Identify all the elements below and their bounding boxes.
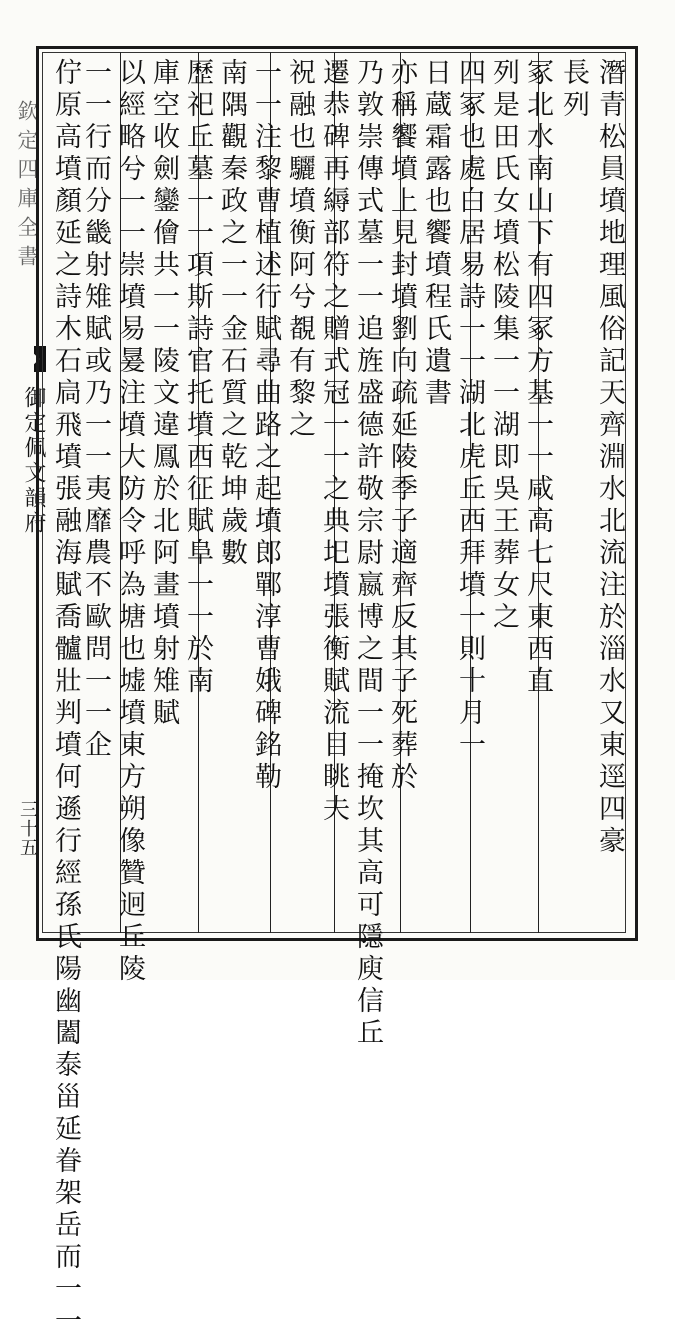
- text-column: 一一注黎曹植述行賦尋曲路之起墳郎鄲淳曹娥碑銘勒: [250, 58, 281, 794]
- text-column: 遷恭碑再縟部符之贈式冠一一之典圯墳張衡賦流目眺夫: [318, 58, 349, 826]
- book-title: 御定佩文韻府: [21, 386, 46, 536]
- text-column: 南隅觀秦政之一一金石質之乾坤歲數: [216, 58, 247, 570]
- text-column: 日蔵霜露也饗墳程氏遺書: [420, 58, 451, 410]
- text-column: 歷祀丘墓一一項斯詩官托墳西征賦阜一一於南: [182, 58, 213, 698]
- text-column: 四冢也處白居易詩一一湖北虎丘西拜墳一則十月一: [454, 58, 485, 762]
- text-column: 一一行而分畿射雉賦或乃一一夷靡農不歐問一一企: [80, 58, 111, 762]
- text-column: 潛青松員墳地理風俗記天齊淵水北流注於淄水又東逕四豪: [594, 58, 625, 858]
- text-column: 列是田氏女墳松陵集一一湖即吳王葬女之: [488, 58, 519, 634]
- text-column: 乃敦崇傳式墓一一追旌盛德許敬宗尉嬴博之間一一掩坎其高可隱庾信丘: [352, 58, 383, 1050]
- text-column: 佇原高墳顏延之詩木石扃飛墳張融海賦喬髗壯判墳何遜行經孫氏陽幽闔泰甾延眷架岳而一一: [50, 58, 81, 1338]
- page-number: 三十五: [17, 800, 38, 857]
- book-spine: [4, 40, 46, 945]
- spine-edge-text: 欽定四庫全書: [15, 100, 39, 274]
- text-column: 亦稱饗墳上見封墳劉向疏延陵季子適齊反其子死葬於: [386, 58, 417, 794]
- text-column: 庫空收劍鑾儈共一一陵文違鳳於北阿畫墳射雉賦: [148, 58, 179, 730]
- text-column: 長列: [558, 58, 589, 122]
- text-column: 以經略兮一一崇墳易㬊注墳大防令呼為塘也墟墳東方朔像贊迥丘陵: [114, 58, 145, 986]
- text-column: 祝融也驪墳衡阿兮覩有黎之: [284, 58, 315, 442]
- text-column: 冢北水南山下有四冢方基一一咸高七尺東西直: [522, 58, 553, 698]
